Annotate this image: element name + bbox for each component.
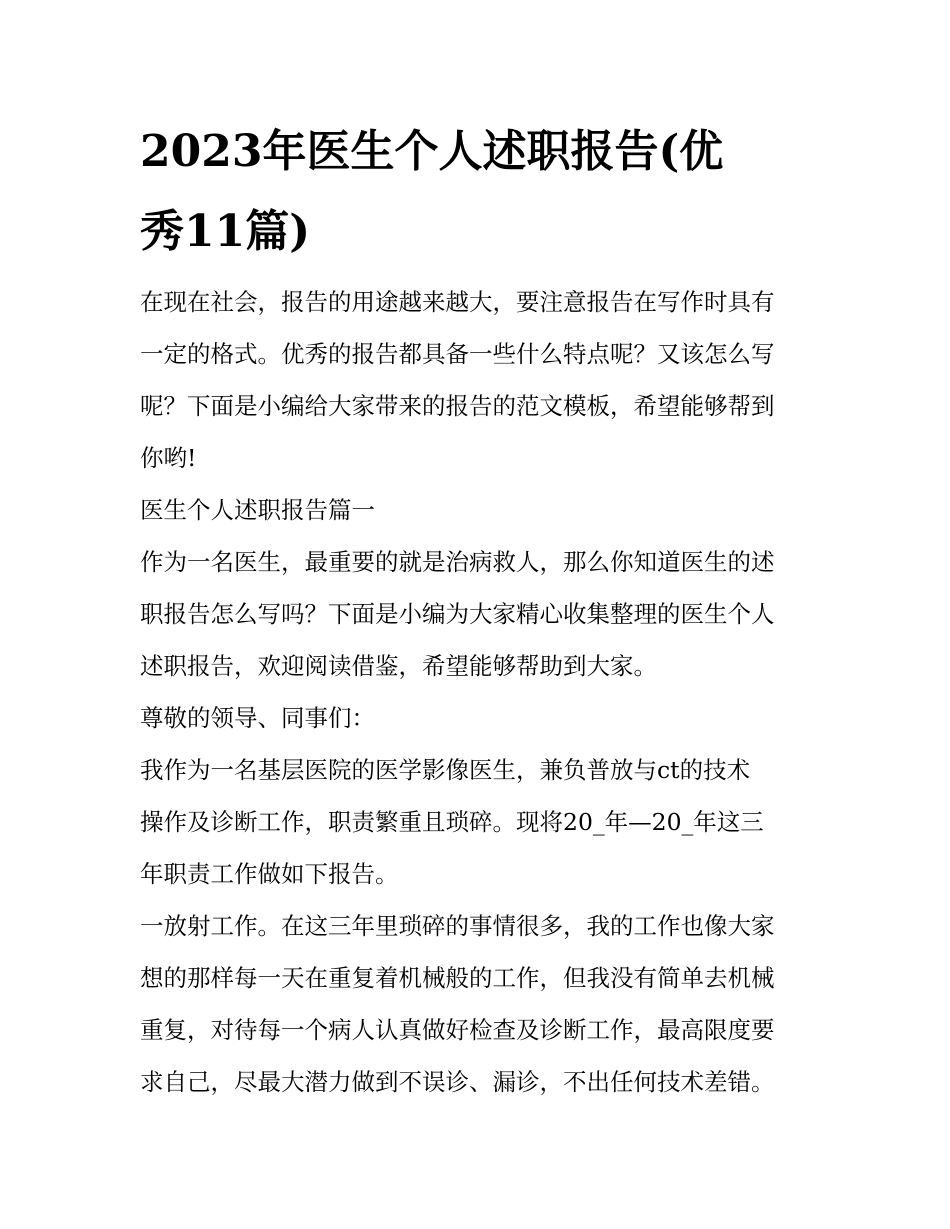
text-line: 重复，对待每一个病人认真做好检查及诊断工作，最高限度要	[140, 1016, 775, 1044]
paragraph-intro	[140, 276, 820, 484]
text-line: 作为一名医生，最重要的就是治病救人，那么你知道医生的述	[140, 548, 775, 576]
text-line: 一定的格式。优秀的报告都具备一些什么特点呢？又该怎么写	[140, 340, 775, 368]
title-line-2: 秀11篇)	[140, 206, 311, 257]
text-line: 一放射工作。在这三年里琐碎的事情很多，我的工作也像大家	[140, 912, 775, 940]
text-line: 在现在社会，报告的用途越来越大，要注意报告在写作时具有	[140, 288, 775, 316]
paragraph-radiology-work	[140, 900, 820, 1108]
paragraph-role	[140, 744, 820, 900]
text-line: 职报告怎么写吗？下面是小编为大家精心收集整理的医生个人	[140, 600, 775, 628]
text-line: 操作及诊断工作，职责繁重且琐碎。现将20_年—20_年这三	[140, 808, 764, 836]
text-line: 尊敬的领导、同事们：	[140, 704, 375, 732]
salutation	[140, 692, 820, 744]
section-heading	[140, 484, 820, 536]
text-line: 求自己，尽最大潜力做到不误诊、漏诊，不出任何技术差错。	[140, 1068, 775, 1096]
text-line: 呢？下面是小编给大家带来的报告的范文模板，希望能够帮到	[140, 392, 775, 420]
paragraph-preface	[140, 536, 820, 692]
text-line: 述职报告，欢迎阅读借鉴，希望能够帮助到大家。	[140, 652, 657, 680]
text-line: 想的那样每一天在重复着机械般的工作，但我没有简单去机械	[140, 964, 775, 992]
text-line: 年职责工作做如下报告。	[140, 860, 399, 888]
document-title	[140, 112, 820, 272]
text-line: 医生个人述职报告篇一	[140, 496, 375, 524]
text-line: 你哟!	[140, 444, 197, 472]
text-line: 我作为一名基层医院的医学影像医生，兼负普放与ct的技术	[140, 756, 751, 784]
document-body	[140, 276, 820, 1108]
title-line-1: 2023年医生个人述职报告(优	[140, 126, 724, 177]
